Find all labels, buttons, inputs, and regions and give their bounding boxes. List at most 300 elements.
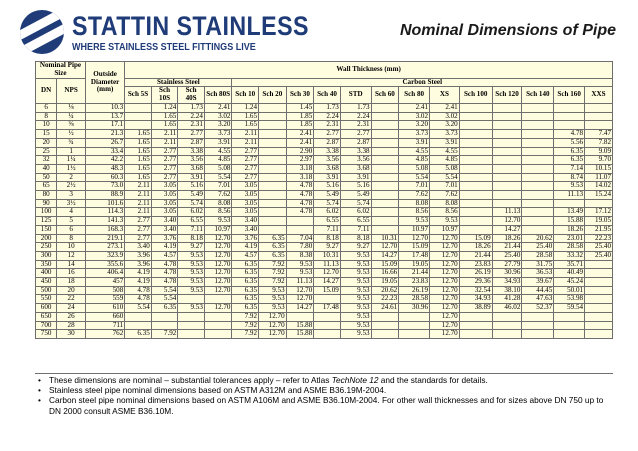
dn-cell: 300 — [36, 251, 57, 260]
wall-thickness-cell: 3.20 — [430, 121, 460, 130]
wall-thickness-cell: 7.11 — [340, 225, 371, 234]
wall-thickness-cell: 3.91 — [178, 173, 205, 182]
dn-cell: 650 — [36, 312, 57, 321]
wall-thickness-cell: 3.05 — [232, 191, 259, 200]
wall-thickness-cell: 2.87 — [314, 138, 341, 147]
wall-thickness-cell: 8.08 — [204, 199, 232, 208]
wall-thickness-cell: 7.11 — [314, 225, 341, 234]
wall-thickness-cell — [554, 103, 585, 112]
wall-thickness-cell: 3.68 — [178, 164, 205, 173]
wall-thickness-cell: 7.01 — [430, 182, 460, 191]
wall-thickness-cell — [492, 112, 522, 121]
wall-thickness-cell: 5.08 — [430, 164, 460, 173]
wall-thickness-cell: 47.63 — [522, 295, 554, 304]
wall-thickness-cell — [459, 182, 492, 191]
schedule-column-header: Sch 30 — [286, 87, 314, 104]
wall-thickness-cell: 34.93 — [459, 295, 492, 304]
wall-thickness-cell — [585, 330, 613, 339]
wall-thickness-cell — [522, 217, 554, 226]
wall-thickness-cell — [492, 138, 522, 147]
wall-thickness-cell: 12.70 — [204, 243, 232, 252]
table-row — [36, 130, 613, 139]
wall-thickness-cell — [371, 321, 399, 330]
wall-thickness-cell — [371, 182, 399, 191]
wall-thickness-cell — [151, 321, 178, 330]
wall-thickness-cell: 8.56 — [204, 208, 232, 217]
wall-thickness-cell: 12.70 — [204, 304, 232, 313]
wall-thickness-cell — [459, 191, 492, 200]
wall-thickness-cell — [459, 225, 492, 234]
wall-thickness-cell: 14.27 — [371, 251, 399, 260]
wall-thickness-cell — [522, 138, 554, 147]
wall-thickness-cell — [371, 156, 399, 165]
wall-thickness-cell: 6.55 — [340, 217, 371, 226]
wall-thickness-cell: 7.01 — [399, 182, 430, 191]
schedule-column-header: Sch 10 — [232, 87, 259, 104]
wall-thickness-cell: 9.53 — [399, 217, 430, 226]
schedule-column-header: Sch 80 — [399, 87, 430, 104]
wall-thickness-cell — [585, 278, 613, 287]
table-row — [36, 164, 613, 173]
wall-thickness-cell: 3.02 — [399, 112, 430, 121]
wall-thickness-cell — [259, 130, 287, 139]
wall-thickness-cell: 12.70 — [204, 286, 232, 295]
wall-thickness-cell: 2.87 — [340, 138, 371, 147]
wall-thickness-cell — [522, 173, 554, 182]
wall-thickness-cell: 34.93 — [492, 278, 522, 287]
wall-thickness-cell: 9.53 — [340, 286, 371, 295]
wall-thickness-cell: 2.31 — [178, 121, 205, 130]
wall-thickness-cell: 5.54 — [125, 304, 152, 313]
wall-thickness-cell: 12.70 — [286, 295, 314, 304]
table-row — [36, 286, 613, 295]
footnote — [35, 395, 613, 415]
wall-thickness-cell — [459, 130, 492, 139]
outside-diameter-cell: 17.1 — [85, 121, 124, 130]
nominal-size-header: Nominal Pipe Size — [36, 62, 86, 79]
nps-cell: 20 — [57, 286, 86, 295]
wall-thickness-cell: 2.77 — [340, 130, 371, 139]
nps-cell: 1 — [57, 147, 86, 156]
table-row — [36, 217, 613, 226]
wall-thickness-cell: 6.55 — [314, 217, 341, 226]
pipe-dimensions-table — [35, 61, 613, 339]
wall-thickness-cell — [492, 121, 522, 130]
brand-logo — [20, 10, 350, 54]
outside-diameter-cell: 101.6 — [85, 199, 124, 208]
wall-thickness-cell: 4.78 — [125, 286, 152, 295]
wall-thickness-cell: 2.77 — [232, 164, 259, 173]
wall-thickness-cell: 7.14 — [554, 164, 585, 173]
wall-thickness-cell — [585, 112, 613, 121]
brand-tagline: WHERE STAINLESS STEEL FITTINGS LIVE — [72, 41, 256, 53]
wall-thickness-cell: 6.35 — [232, 304, 259, 313]
wall-thickness-cell: 2.41 — [399, 103, 430, 112]
wall-thickness-cell: 1.73 — [178, 103, 205, 112]
wall-thickness-cell: 8.18 — [178, 234, 205, 243]
wall-thickness-cell: 5.74 — [340, 199, 371, 208]
wall-thickness-cell — [459, 112, 492, 121]
wall-thickness-cell — [259, 147, 287, 156]
wall-thickness-cell: 6.35 — [554, 147, 585, 156]
wall-thickness-cell — [459, 312, 492, 321]
footnote — [35, 375, 613, 385]
footnote-text: Stainless steel pipe nominal dimensions based on ASTM A312M and ASME B36.19M-2004. — [49, 385, 387, 396]
wall-thickness-cell: 1.85 — [286, 121, 314, 130]
wall-thickness-cell: 4.78 — [286, 191, 314, 200]
nps-cell: 24 — [57, 304, 86, 313]
wall-thickness-cell: 23.83 — [459, 260, 492, 269]
wall-thickness-cell: 3.91 — [340, 173, 371, 182]
wall-thickness-cell: 4.55 — [430, 147, 460, 156]
wall-thickness-cell: 5.54 — [204, 173, 232, 182]
wall-thickness-cell: 35.71 — [554, 260, 585, 269]
outside-diameter-cell: 219.1 — [85, 234, 124, 243]
wall-thickness-cell: 1.24 — [151, 103, 178, 112]
wall-thickness-cell — [459, 321, 492, 330]
wall-thickness-cell — [204, 295, 232, 304]
wall-thickness-cell: 7.92 — [151, 330, 178, 339]
dn-cell: 600 — [36, 304, 57, 313]
wall-thickness-cell: 27.79 — [492, 260, 522, 269]
dn-cell: 500 — [36, 286, 57, 295]
wall-thickness-cell: 2.77 — [232, 173, 259, 182]
wall-thickness-cell: 3.91 — [399, 138, 430, 147]
wall-thickness-cell — [125, 312, 152, 321]
wall-thickness-cell — [492, 321, 522, 330]
nps-cell: 3 — [57, 191, 86, 200]
wall-thickness-cell: 9.53 — [259, 304, 287, 313]
wall-thickness-cell: 25.40 — [585, 243, 613, 252]
wall-thickness-cell: 3.96 — [125, 260, 152, 269]
wall-thickness-cell: 4.78 — [151, 269, 178, 278]
table-row — [36, 278, 613, 287]
wall-thickness-cell: 6.35 — [232, 278, 259, 287]
wall-thickness-cell: 28.58 — [522, 251, 554, 260]
wall-thickness-cell: 23.83 — [399, 278, 430, 287]
outside-diameter-cell: 762 — [85, 330, 124, 339]
outside-diameter-cell: 406.4 — [85, 269, 124, 278]
wall-thickness-cell: 5.16 — [340, 182, 371, 191]
wall-thickness-cell: 12.70 — [259, 330, 287, 339]
wall-thickness-cell: 2.77 — [151, 164, 178, 173]
wall-thickness-cell: 46.02 — [492, 304, 522, 313]
schedule-column-header: Sch 140 — [522, 87, 554, 104]
wall-thickness-cell — [371, 147, 399, 156]
wall-thickness-cell: 25.40 — [492, 251, 522, 260]
wall-thickness-cell — [204, 321, 232, 330]
wall-thickness-cell: 21.95 — [585, 225, 613, 234]
wall-thickness-cell: 3.38 — [178, 147, 205, 156]
table-row — [36, 199, 613, 208]
wall-thickness-cell: 44.45 — [522, 286, 554, 295]
wall-thickness-cell — [371, 217, 399, 226]
table-row — [36, 208, 613, 217]
dn-cell: 200 — [36, 234, 57, 243]
wall-thickness-cell: 23.01 — [554, 234, 585, 243]
wall-thickness-cell — [492, 330, 522, 339]
wall-thickness-cell: 50.01 — [554, 286, 585, 295]
wall-thickness-cell: 19.05 — [585, 217, 613, 226]
wall-thickness-cell — [522, 156, 554, 165]
wall-thickness-cell: 6.55 — [178, 217, 205, 226]
wall-thickness-cell: 3.18 — [286, 173, 314, 182]
wall-thickness-cell — [371, 208, 399, 217]
schedule-column-header: Sch 10S — [151, 87, 178, 104]
wall-thickness-cell: 2.24 — [314, 112, 341, 121]
wall-thickness-cell — [371, 164, 399, 173]
wall-thickness-cell: 2.77 — [151, 147, 178, 156]
wall-thickness-cell — [459, 330, 492, 339]
wall-thickness-cell: 2.41 — [204, 103, 232, 112]
wall-thickness-cell: 11.07 — [585, 173, 613, 182]
wall-thickness-cell: 19.05 — [371, 278, 399, 287]
wall-thickness-cell — [492, 147, 522, 156]
wall-thickness-cell — [459, 156, 492, 165]
outside-diameter-cell: 355.6 — [85, 260, 124, 269]
wall-thickness-cell: 5.16 — [314, 182, 341, 191]
wall-thickness-cell: 4.57 — [232, 251, 259, 260]
wall-thickness-cell: 7.92 — [232, 330, 259, 339]
wall-thickness-cell — [259, 217, 287, 226]
wall-thickness-cell: 3.73 — [430, 130, 460, 139]
wall-thickness-cell: 31.75 — [522, 260, 554, 269]
wall-thickness-cell: 9.53 — [178, 269, 205, 278]
wall-thickness-cell — [585, 199, 613, 208]
schedule-column-header: Sch 5S — [125, 87, 152, 104]
wall-thickness-cell: 20.62 — [371, 286, 399, 295]
wall-thickness-cell: 40.49 — [554, 269, 585, 278]
wall-thickness-cell — [151, 312, 178, 321]
wall-thickness-cell: 9.53 — [259, 286, 287, 295]
wall-thickness-cell — [585, 321, 613, 330]
wall-thickness-cell: 12.70 — [314, 269, 341, 278]
wall-thickness-cell: 3.40 — [125, 243, 152, 252]
wall-thickness-cell: 3.38 — [340, 147, 371, 156]
table-row — [36, 138, 613, 147]
wall-thickness-cell — [492, 164, 522, 173]
outside-diameter-cell: 26.7 — [85, 138, 124, 147]
wall-thickness-cell: 21.44 — [399, 269, 430, 278]
wall-thickness-cell: 4.19 — [125, 278, 152, 287]
footnote-text: These dimensions are nominal – substantial tolerances apply – refer to Atlas — [49, 375, 332, 385]
wall-thickness-cell: 12.70 — [259, 321, 287, 330]
wall-thickness-cell — [459, 217, 492, 226]
outside-diameter-cell: 42.2 — [85, 156, 124, 165]
wall-thickness-cell: 12.70 — [430, 269, 460, 278]
wall-thickness-cell: 9.27 — [314, 243, 341, 252]
wall-thickness-cell: 3.20 — [204, 121, 232, 130]
wall-thickness-cell: 5.49 — [314, 191, 341, 200]
wall-thickness-cell — [259, 208, 287, 217]
wall-thickness-cell — [492, 130, 522, 139]
nps-cell: 30 — [57, 330, 86, 339]
wall-thickness-cell — [259, 182, 287, 191]
wall-thickness-cell: 1.65 — [125, 138, 152, 147]
wall-thickness-cell: 3.56 — [314, 156, 341, 165]
dn-cell: 125 — [36, 217, 57, 226]
wall-thickness-cell: 1.65 — [232, 112, 259, 121]
wall-thickness-cell: 26.19 — [459, 269, 492, 278]
wall-thickness-cell — [522, 321, 554, 330]
wall-thickness-cell — [259, 156, 287, 165]
wall-thickness-cell: 4.19 — [125, 269, 152, 278]
wall-thickness-cell — [125, 103, 152, 112]
wall-thickness-cell: 5.08 — [204, 164, 232, 173]
nps-cell: 18 — [57, 278, 86, 287]
outside-diameter-cell: 457 — [85, 278, 124, 287]
wall-thickness-cell — [399, 330, 430, 339]
wall-thickness-cell: 16.66 — [371, 269, 399, 278]
wall-thickness-cell — [492, 156, 522, 165]
schedule-column-header: STD — [340, 87, 371, 104]
wall-thickness-cell: 4.57 — [151, 251, 178, 260]
wall-thickness-cell: 6.02 — [314, 208, 341, 217]
outside-diameter-header: Outside Diameter (mm) — [85, 62, 124, 104]
wall-thickness-cell: 1.73 — [314, 103, 341, 112]
wall-thickness-cell: 17.48 — [399, 251, 430, 260]
wall-thickness-cell: 7.01 — [204, 182, 232, 191]
wall-thickness-cell: 9.53 — [178, 286, 205, 295]
wall-thickness-cell: 2.77 — [125, 217, 152, 226]
wall-thickness-cell: 10.97 — [204, 225, 232, 234]
outside-diameter-cell: 168.3 — [85, 225, 124, 234]
wall-thickness-cell — [554, 199, 585, 208]
wall-thickness-cell: 41.28 — [492, 295, 522, 304]
wall-thickness-cell — [522, 164, 554, 173]
footnote-text: Carbon steel pipe nominal dimensions based on ASTM A106M and ASME B36.10M-2004. For other wall thicknesses and for sizes above DN 750 up to DN 2000 consult ASME B36.10M. — [49, 395, 604, 416]
wall-thickness-cell — [371, 330, 399, 339]
wall-thickness-cell: 6.35 — [232, 260, 259, 269]
nps-cell: 26 — [57, 312, 86, 321]
wall-thickness-cell: 5.49 — [178, 191, 205, 200]
wall-thickness-cell: 52.37 — [522, 304, 554, 313]
wall-thickness-cell: 26.19 — [399, 286, 430, 295]
nps-cell: 1½ — [57, 164, 86, 173]
dn-cell: 150 — [36, 225, 57, 234]
wall-thickness-cell: 3.56 — [178, 156, 205, 165]
nps-cell: 2 — [57, 173, 86, 182]
wall-thickness-cell: 2.77 — [232, 147, 259, 156]
wall-thickness-cell: 12.70 — [492, 217, 522, 226]
wall-thickness-cell: 9.53 — [178, 251, 205, 260]
table-row — [36, 243, 613, 252]
wall-thickness-cell: 12.70 — [430, 243, 460, 252]
wall-thickness-cell: 3.05 — [232, 199, 259, 208]
wall-thickness-cell — [259, 121, 287, 130]
dn-cell: 8 — [36, 112, 57, 121]
wall-thickness-cell — [492, 199, 522, 208]
wall-thickness-cell: 3.68 — [340, 164, 371, 173]
dn-cell: 50 — [36, 173, 57, 182]
wall-thickness-cell: 1.73 — [340, 103, 371, 112]
nps-header: NPS — [57, 78, 86, 103]
wall-thickness-cell: 59.54 — [554, 304, 585, 313]
wall-thickness-cell — [314, 321, 341, 330]
wall-thickness-cell — [259, 199, 287, 208]
wall-thickness-cell: 2.77 — [178, 130, 205, 139]
wall-thickness-cell: 9.53 — [286, 260, 314, 269]
wall-thickness-cell — [371, 103, 399, 112]
wall-thickness-cell: 19.05 — [399, 260, 430, 269]
wall-thickness-cell: 6.35 — [259, 251, 287, 260]
wall-thickness-cell: 2.87 — [178, 138, 205, 147]
wall-thickness-cell: 18.26 — [459, 243, 492, 252]
wall-thickness-cell: 1.65 — [125, 156, 152, 165]
table-row — [36, 269, 613, 278]
wall-thickness-cell: 8.18 — [340, 234, 371, 243]
wall-thickness-cell: 5.49 — [340, 191, 371, 200]
wall-thickness-cell: 9.53 — [340, 260, 371, 269]
wall-thickness-cell: 8.38 — [286, 251, 314, 260]
schedule-column-header: Sch 40S — [178, 87, 205, 104]
wall-thickness-cell — [554, 112, 585, 121]
wall-thickness-cell: 12.70 — [430, 295, 460, 304]
table-row — [36, 312, 613, 321]
wall-thickness-cell: 9.53 — [340, 321, 371, 330]
wall-thickness-cell: 3.05 — [151, 191, 178, 200]
wall-thickness-cell: 2.11 — [232, 138, 259, 147]
wall-thickness-cell: 9.70 — [585, 156, 613, 165]
wall-thickness-cell — [522, 130, 554, 139]
wall-thickness-cell — [371, 199, 399, 208]
wall-thickness-cell — [125, 121, 152, 130]
wall-thickness-cell — [459, 138, 492, 147]
wall-thickness-cell — [585, 286, 613, 295]
wall-thickness-cell: 2.24 — [178, 112, 205, 121]
wall-thickness-cell: 3.05 — [151, 199, 178, 208]
wall-thickness-cell: 45.24 — [554, 278, 585, 287]
wall-thickness-cell: 14.27 — [314, 278, 341, 287]
nps-cell: 2½ — [57, 182, 86, 191]
wall-thickness-cell: 13.49 — [554, 208, 585, 217]
schedule-column-header: XXS — [585, 87, 613, 104]
outside-diameter-cell: 48.3 — [85, 164, 124, 173]
wall-thickness-cell — [399, 312, 430, 321]
wall-thickness-cell: 9.53 — [204, 217, 232, 226]
outside-diameter-cell: 10.3 — [85, 103, 124, 112]
wall-thickness-cell — [371, 191, 399, 200]
pipe-dimensions-body — [36, 103, 613, 338]
wall-thickness-cell: 2.11 — [232, 130, 259, 139]
wall-thickness-cell — [125, 112, 152, 121]
nps-cell: ⅛ — [57, 103, 86, 112]
wall-thickness-cell: 1.65 — [151, 121, 178, 130]
wall-thickness-cell — [178, 295, 205, 304]
wall-thickness-cell: 22.23 — [585, 234, 613, 243]
schedule-column-header: XS — [430, 87, 460, 104]
wall-thickness-cell: 7.62 — [430, 191, 460, 200]
wall-thickness-cell: 4.78 — [151, 278, 178, 287]
nps-cell: ½ — [57, 130, 86, 139]
wall-thickness-cell: 18.26 — [554, 225, 585, 234]
wall-thickness-cell: 6.35 — [554, 156, 585, 165]
wall-thickness-cell — [585, 103, 613, 112]
wall-thickness-cell — [286, 217, 314, 226]
wall-thickness-cell — [522, 103, 554, 112]
wall-thickness-cell: 4.19 — [232, 243, 259, 252]
dn-cell: 15 — [36, 130, 57, 139]
wall-thickness-cell — [585, 295, 613, 304]
wall-thickness-cell: 3.02 — [204, 112, 232, 121]
wall-thickness-cell — [522, 191, 554, 200]
wall-thickness-cell: 10.97 — [399, 225, 430, 234]
wall-thickness-cell: 2.41 — [430, 103, 460, 112]
wall-thickness-cell: 8.08 — [399, 199, 430, 208]
wall-thickness-cell: 28.58 — [554, 243, 585, 252]
wall-thickness-cell: 2.77 — [151, 173, 178, 182]
wall-thickness-cell: 7.92 — [259, 269, 287, 278]
